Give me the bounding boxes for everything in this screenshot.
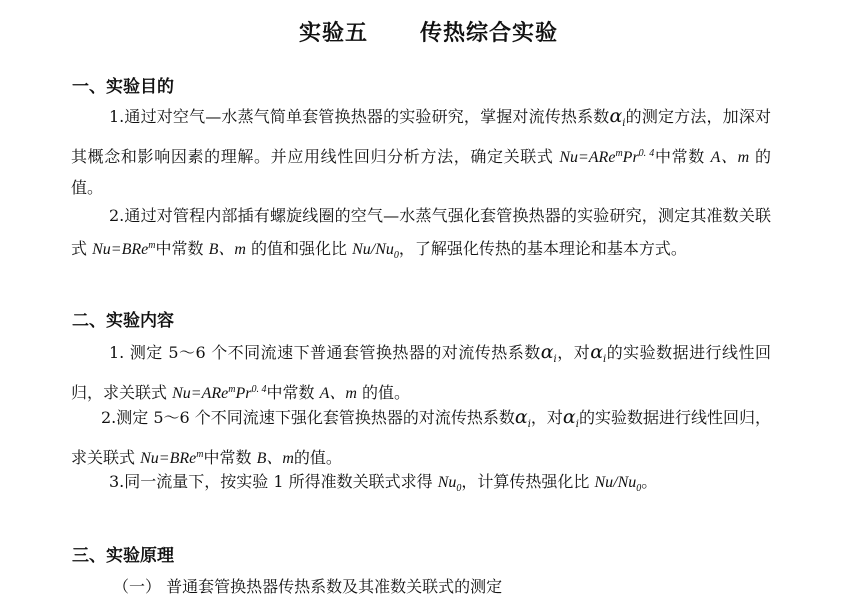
formula-nu-bre: Nu=BRe$^m$	[92, 240, 156, 258]
title-experiment-number: 实验五	[298, 21, 368, 46]
subsection-heading: （一） 普通套管换热器传热系数及其准数关联式的测定	[113, 577, 503, 596]
purpose-paragraph-1: 1.通过对空气—水蒸气简单套管换热器的实验研究，掌握对流传热系数$\alpha_i$的测定方法，加深对其概念和影响因素的理解。并应用线性回归分析方法，确定关联式 $Nu=ARe^mPr^{0. 4}$中常数 A、m 的值。	[71, 105, 771, 197]
title-experiment-name: 传热综合实验	[420, 21, 559, 46]
purpose-paragraph-2: 2.通过对管程内部插有螺旋线圈的空气—水蒸气强化套管换热器的实验研究，测定其准数关联式 Nu=BRe$^m$中常数 B、m 的值和强化比 $Nu/Nu_0$，了解强化传热的基本理论和基本方式。	[71, 206, 771, 261]
alpha-symbol: α	[609, 105, 623, 127]
section-heading-principle: 三、实验原理	[72, 546, 174, 566]
content-paragraph-1: 1. 测定 5～6 个不同流速下普通套管换热器的对流传热系数$\alpha_i$，对$\alpha_i$的实验数据进行线性回归，求关联式 $Nu=ARe^mPr^{0. 4}$中常数 A、m 的值。	[71, 341, 771, 402]
formula-nu-are-pr: $Nu=ARe^mPr^{0. 4}$	[559, 148, 655, 166]
content-paragraph-2: 2.测定 5～6 个不同流速下强化套管换热器的对流传热系数$\alpha_i$，对$\alpha_i$的实验数据进行线性回归，求关联式 Nu=BRe$^m$中常数 B、m的值。	[71, 406, 771, 467]
enhancement-ratio: $Nu/Nu_0$	[352, 241, 399, 261]
page-title	[0, 16, 857, 47]
content-paragraph-3: 3.同一流量下，按实验 1 所得准数关联式求得 $Nu_0$，计算传热强化比 $Nu/Nu_0$。	[109, 472, 658, 494]
section-heading-content: 二、实验内容	[72, 311, 174, 331]
section-heading-purpose: 一、实验目的	[72, 77, 174, 97]
